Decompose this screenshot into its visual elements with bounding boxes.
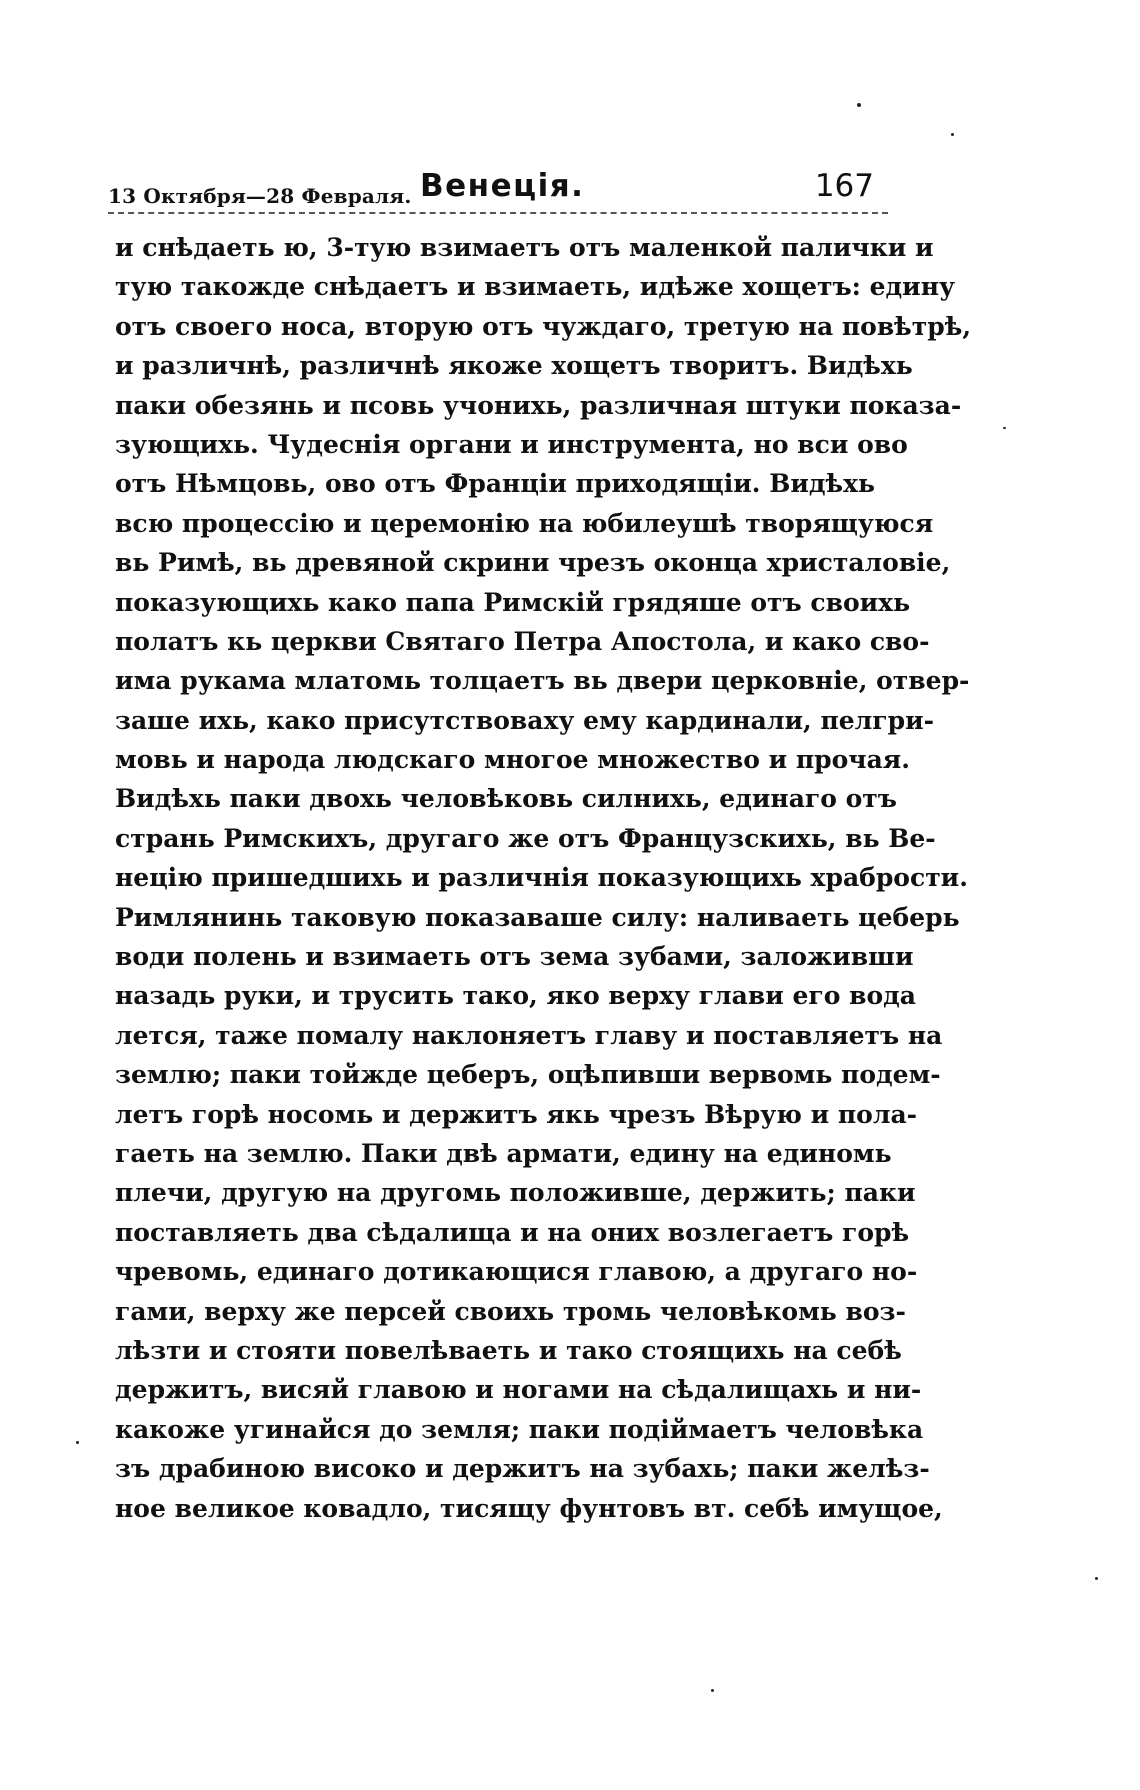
text-line: и снѣдаеть ю, 3-тую взимаетъ отъ маленкой палички и [115, 233, 934, 262]
text-line: назадь руки, и трусить тако, яко верху глави его вода [115, 981, 916, 1011]
text-line: гаеть на землю. Паки двѣ армати, едину на единомь [115, 1138, 892, 1168]
scan-speck [76, 1441, 79, 1444]
text-line: показующихь како папа Римскій грядяше отъ своихь [115, 587, 911, 617]
text-line: чревомь, единаго дотикающися главою, а другаго но- [115, 1257, 918, 1287]
scan-speck [1003, 427, 1006, 429]
text-line: зующихь. Чудеснія органи и инструмента, но вси ово [115, 429, 908, 459]
text-line: плечи, другую на другомь положивше, держить; паки [115, 1178, 916, 1208]
text-line: какоже угинайся до земля; паки подіймаетъ человѣка [115, 1414, 924, 1444]
text-line: держитъ, висяй главою и ногами на сѣдалищахь и ни- [115, 1375, 922, 1405]
header-rule [108, 212, 888, 214]
text-line: има рукама млатомь толцаетъ вь двери церковніе, отвер- [115, 666, 970, 696]
text-line: мовь и народа людскаго многое множество и прочая. [115, 745, 910, 775]
scan-speck [711, 1689, 714, 1692]
text-line: тую такожде снѣдаетъ и взимаеть, идѣже хощетъ: едину [115, 272, 955, 302]
text-line: Римлянинь таковую показаваше силу: наливаеть цеберь [115, 902, 960, 932]
running-header [108, 162, 888, 212]
scan-speck [951, 133, 954, 136]
text-line: Видѣхь паки двохь человѣковь силнихь, единаго отъ [115, 784, 897, 814]
text-line: ное великое ковадло, тисящу фунтовъ вт. себѣ имущое, [115, 1493, 943, 1523]
text-line: полатъ кь церкви Святаго Петра Апостола, и како сво- [115, 626, 930, 656]
text-line: летъ горѣ носомь и держитъ якь чрезъ Вѣрую и пола- [115, 1099, 918, 1129]
scan-speck [1095, 1577, 1098, 1580]
text-line: лется, таже помалу наклоняетъ главу и поставляетъ на [115, 1020, 943, 1050]
text-line: лѣзти и стояти повелѣваеть и тако стоящихь на себѣ [115, 1335, 902, 1365]
text-line: странь Римскихъ, другаго же отъ Французскихь, вь Ве- [115, 823, 936, 853]
text-line: зъ драбиною високо и держитъ на зубахь; паки желѣз- [115, 1454, 930, 1484]
text-line: води полень и взимаеть отъ зема зубами, заложивши [115, 942, 914, 972]
text-line: заше ихь, како присутствоваху ему кардинали, пелгри- [115, 705, 935, 735]
header-date-range: 13 Октября—28 Февраля. [108, 184, 412, 208]
text-line: землю; паки тойжде цеберъ, оцѣпивши вервомь подем- [115, 1060, 941, 1090]
text-line: отъ своего носа, вторую отъ чуждаго, третую на повѣтрѣ, [115, 311, 972, 341]
page-number: 167 [814, 168, 874, 204]
text-line: отъ Нѣмцовь, ово отъ Франціи приходящіи. Видѣхь [115, 469, 875, 499]
text-line: нецію пришедшихь и различнія показующихь храбрости. [115, 863, 968, 893]
text-line: паки обезянь и псовь учонихь, различная штуки показа- [115, 390, 962, 420]
text-line: гами, верху же персей своихь тромь человѣкомь воз- [115, 1296, 906, 1326]
header-title: Венеція. [420, 168, 585, 204]
text-line: поставляеть два сѣдалища и на оних возлегаетъ горѣ [115, 1217, 910, 1247]
body-text [115, 228, 972, 1528]
text-line: вь Римѣ, вь древяной скрини чрезъ оконца христаловіе, [115, 548, 951, 578]
text-line: всю процессію и церемонію на юбилеушѣ творящуюся [115, 508, 934, 538]
scan-speck [857, 103, 861, 107]
text-line: и различнѣ, различнѣ якоже хощетъ творитъ. Видѣхь [115, 351, 913, 381]
